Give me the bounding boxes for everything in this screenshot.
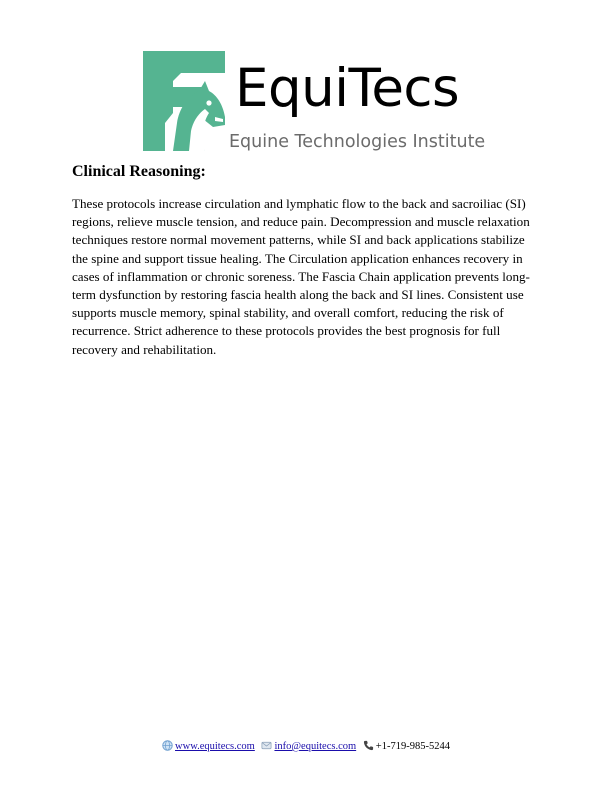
globe-icon — [162, 740, 173, 751]
email-link[interactable]: info@equitecs.com — [274, 741, 357, 752]
website-link[interactable]: www.equitecs.com — [175, 741, 255, 752]
phone-icon — [363, 740, 374, 751]
email-icon — [261, 740, 272, 751]
phone-number: +1-719-985-5244 — [375, 741, 450, 752]
section-heading: Clinical Reasoning: — [72, 163, 206, 180]
company-logo — [143, 51, 486, 155]
logo-tagline: Equine Technologies Institute — [229, 132, 486, 152]
footer-contact — [0, 740, 612, 754]
logo-name: EquiTecs — [235, 58, 460, 119]
horse-logo-icon — [143, 51, 225, 151]
section-body: These protocols increase circulation and lymphatic flow to the back and sacroiliac (SI) regions, relieve muscle tension, and reduce pain. Decompression and muscle relaxation techniques restore normal movement patterns, while SI and back applications stabilize the spine and support tissue healing. The Circulation application enhances recovery in cases of inflammation or chronic soreness. The Fascia Chain application prevents long-term dysfunction by restoring fascia health along the back and SI lines. Consistent use supports muscle memory, spinal stability, and overall comfort, reducing the risk of recurrence. Strict adherence to these protocols provides the best prognosis for full recovery and rehabilitation. — [72, 196, 530, 357]
